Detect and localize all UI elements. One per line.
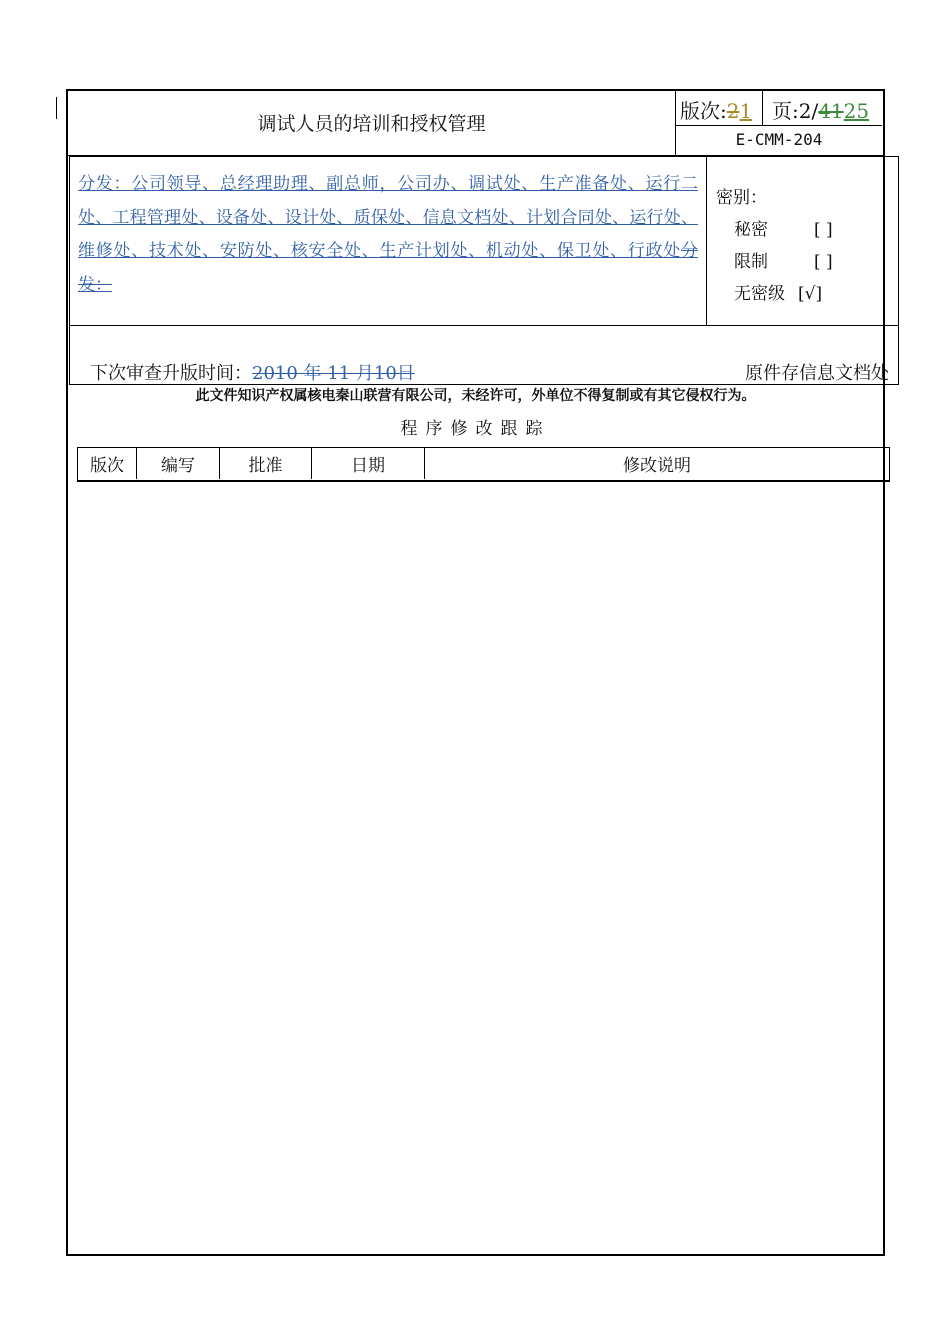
checkbox-checked: [√] xyxy=(798,284,823,304)
distribution-deleted: 分发： xyxy=(78,241,698,295)
page-total-old: 41 xyxy=(818,99,844,123)
distribution-divider xyxy=(70,325,898,326)
archive-location: 原件存信息文档处 xyxy=(745,363,889,384)
page-label: 页:2/ xyxy=(772,99,819,123)
checkbox: [ ] xyxy=(814,252,833,272)
copyright-notice: 此文件知识产权属核电秦山联营有限公司，未经许可，外单位不得复制或有其它侵权行为。 xyxy=(195,388,756,404)
version-old: 2 xyxy=(726,99,740,123)
secrecy-option: 秘密 [ ] xyxy=(716,214,854,246)
header-divider xyxy=(762,90,763,125)
review-date-value: 2010 年 11 月10日 xyxy=(252,363,415,384)
page-field xyxy=(772,95,869,124)
column-header: 批准 xyxy=(220,448,312,479)
version-new: 1 xyxy=(739,99,753,123)
column-header: 日期 xyxy=(312,448,425,479)
checkbox: [ ] xyxy=(814,220,833,240)
tracking-title: 程序修改跟踪 xyxy=(400,419,551,439)
version-label: 版次: xyxy=(680,99,727,123)
secrecy-level xyxy=(716,182,854,310)
column-header: 版次 xyxy=(78,448,137,479)
column-header: 编写 xyxy=(137,448,220,479)
version-field xyxy=(680,95,752,124)
review-date xyxy=(90,359,415,385)
secrecy-option: 无密级 [√] xyxy=(716,278,854,310)
tracking-table-header xyxy=(77,447,890,482)
distribution-text: 分发：公司领导、总经理助理、副总师，公司办、调试处、生产准备处、运行二处、工程管理处、设备处、设计处、质保处、信息文档处、计划合同处、运行处、维修处、技术处、安防处、核安全处、生产计划处、机动处、保卫处、行政处 xyxy=(78,174,698,261)
secrecy-label: 密别： xyxy=(716,188,767,208)
distribution-list xyxy=(78,168,698,302)
margin-mark xyxy=(56,97,57,119)
secrecy-option: 限制 [ ] xyxy=(716,246,854,278)
header-divider xyxy=(676,125,882,126)
column-header: 修改说明 xyxy=(623,456,691,476)
document-code: E-CMM-204 xyxy=(735,130,823,149)
review-label: 下次审查升版时间： xyxy=(90,363,252,384)
document-title: 调试人员的培训和授权管理 xyxy=(257,113,486,135)
distribution-divider xyxy=(706,157,707,325)
page-total-new: 25 xyxy=(843,99,870,123)
